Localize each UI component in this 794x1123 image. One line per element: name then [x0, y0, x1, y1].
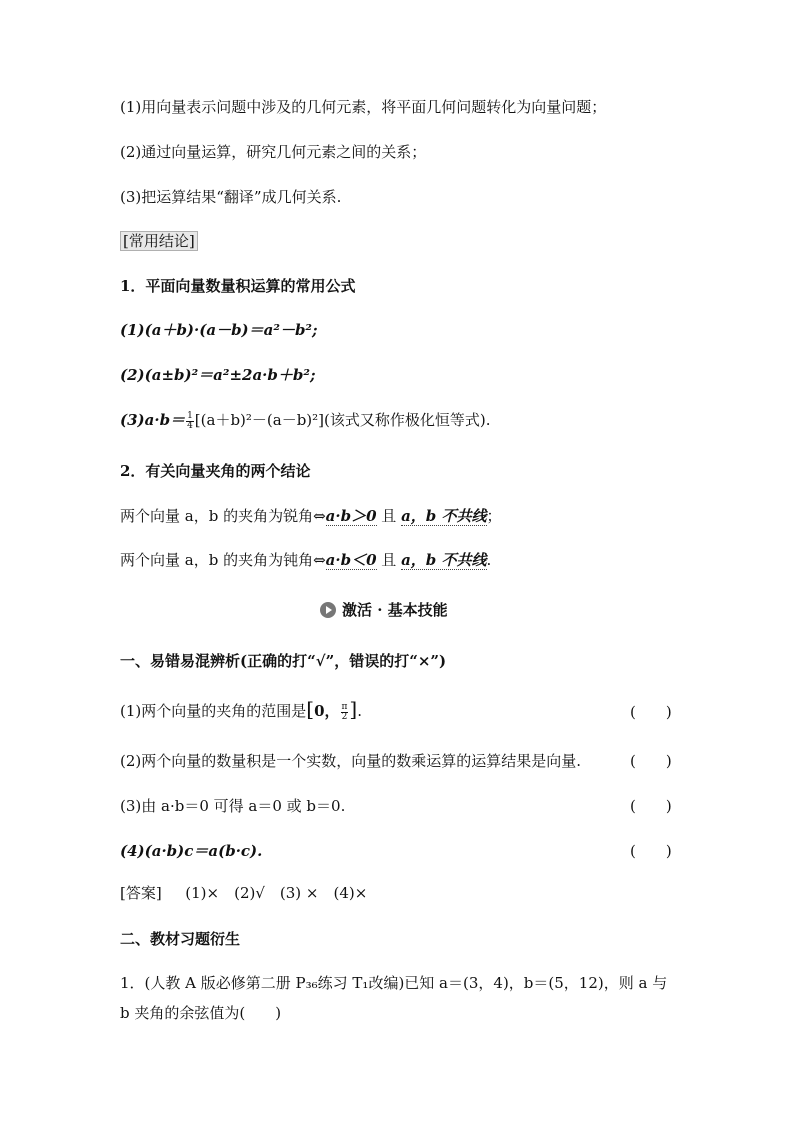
- answer-line: [120, 883, 367, 903]
- answer-paren-1[interactable]: ( ): [630, 703, 672, 721]
- step-3: (3)把运算结果“翻译”成几何关系.: [120, 188, 342, 206]
- formula-3: (3)a·b＝ $\frac{1}{4}$ [(a＋b)²－(a－b)²](该式又称作极化恒等式).: [120, 410, 491, 431]
- answer-label: [答案]: [120, 884, 162, 902]
- question-3: (3)由 a·b＝0 可得 a＝0 或 b＝0.: [120, 797, 346, 815]
- play-icon: [320, 602, 336, 618]
- problem-1-line-1: 1．(人教 A 版必修第二册 P₃₆练习 T₁改编)已知 a＝(3，4)，b＝(5，12)，则 a 与: [120, 974, 668, 992]
- step-1: (1)用向量表示问题中涉及的几何元素，将平面几何问题转化为向量问题；: [120, 98, 607, 116]
- question-4: (4)(a·b)c＝a(b·c).: [120, 842, 263, 860]
- part-1-title: 一、易错易混辨析(正确的打“√”，错误的打“×”): [120, 652, 447, 670]
- conclusion-label: [常用结论]: [120, 231, 198, 251]
- step-2: (2)通过向量运算，研究几何元素之间的关系；: [120, 143, 427, 161]
- formula-1: (1)(a＋b)·(a－b)＝a²－b²;: [120, 321, 318, 339]
- answer-paren-2[interactable]: ( ): [630, 752, 672, 770]
- question-2: (2)两个向量的数量积是一个实数，向量的数乘运算的运算结果是向量.: [120, 752, 582, 770]
- formula-2: (2)(a±b)²＝a²±2a·b＋b²;: [120, 366, 316, 384]
- answer-paren-3[interactable]: ( ): [630, 797, 672, 815]
- conclusion-acute: 两个向量 a，b 的夹角为锐角⇔a·b＞0 且 a，b 不共线；: [120, 507, 502, 525]
- answer-paren-4[interactable]: ( ): [630, 842, 672, 860]
- part-2-title: 二、教材习题衍生: [120, 930, 241, 948]
- section-header: 激活 · 基本技能: [320, 600, 448, 620]
- heading-formulas: 1．平面向量数量积运算的常用公式: [120, 277, 356, 295]
- problem-1-line-2: b 夹角的余弦值为( ): [120, 1004, 282, 1022]
- fraction-quarter: $\frac{1}{4}$: [187, 410, 193, 431]
- question-1: (1)两个向量的夹角的范围是[0， $\frac{\pi}{2}$ ].: [120, 697, 363, 722]
- answer-values: (1)× (2)√ (3) × (4)×: [185, 884, 368, 902]
- fraction-pi-half: $\frac{\pi}{2}$: [341, 701, 348, 722]
- heading-angles: 2．有关向量夹角的两个结论: [120, 462, 311, 480]
- conclusion-obtuse: 两个向量 a，b 的夹角为钝角⇔a·b＜0 且 a，b 不共线.: [120, 551, 492, 569]
